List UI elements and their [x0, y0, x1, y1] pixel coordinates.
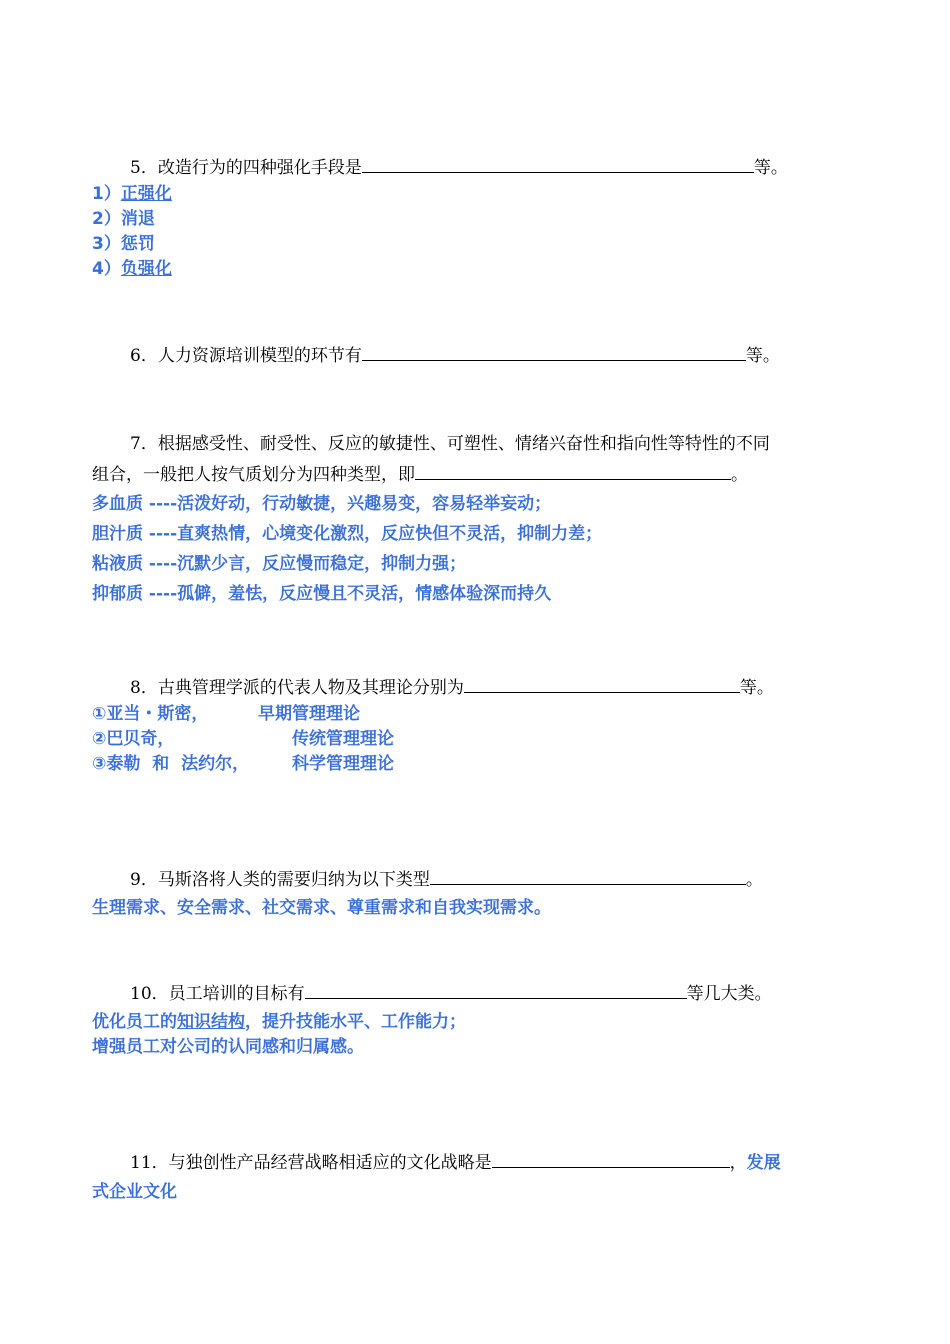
answer-blank [362, 340, 746, 361]
list-item: ③泰勒 和 法约尔， 科学管理理论 [92, 754, 394, 774]
answer-11a: 发展 [746, 1153, 781, 1173]
answer-blank [415, 459, 731, 480]
answer-link[interactable]: 负强化 [120, 259, 172, 279]
question-5: 5．改造行为的四种强化手段是 等。 [92, 152, 788, 183]
list-item: 粘液质 ----沉默少言，反应慢而稳定，抑制力强； [92, 554, 467, 574]
question-5-text: 5．改造行为的四种强化手段是 [130, 158, 362, 178]
list-item: ①亚当・斯密， 早期管理理论 [92, 704, 360, 724]
answer-8 [92, 702, 394, 777]
answer-5 [92, 182, 172, 282]
list-item: 多血质 ----活泼好动，行动敏捷，兴趣易变，容易轻举妄动； [92, 494, 552, 514]
question-7-text: 7．根据感受性、耐受性、反应的敏捷性、可塑性、情绪兴奋性和指向性等特性的不同 [130, 434, 770, 454]
question-11-text: 11．与独创性产品经营战略相适应的文化战略是 [130, 1153, 492, 1173]
answer-blank [492, 1147, 730, 1168]
question-7: 7．根据感受性、耐受性、反应的敏捷性、可塑性、情绪兴奋性和指向性等特性的不同 组合，一般把人按气质划分为四种类型，即 。 [92, 429, 770, 490]
question-6: 6．人力资源培训模型的环节有 等。 [92, 340, 780, 371]
answer-9: 生理需求、安全需求、社交需求、尊重需求和自我实现需求。 [92, 898, 551, 918]
question-11: 11．与独创性产品经营战略相适应的文化战略是 ，发展 [92, 1147, 781, 1178]
question-10: 10．员工培训的目标有 等几大类。 [92, 978, 772, 1009]
question-10-text: 10．员工培训的目标有 [130, 984, 305, 1004]
answer-10: 优化员工的知识结构，提升技能水平、工作能力； 增强员工对公司的认同感和归属感。 [92, 1012, 466, 1057]
question-8: 8．古典管理学派的代表人物及其理论分别为 等。 [92, 672, 774, 703]
list-item: 3）惩罚 [92, 234, 155, 254]
list-item: 2）消退 [92, 209, 155, 229]
answer-blank [362, 152, 754, 173]
answer-11: 式企业文化 [92, 1182, 177, 1202]
answer-blank [430, 864, 746, 885]
question-9-text: 9．马斯洛将人类的需要归纳为以下类型 [130, 870, 430, 890]
list-item: 抑郁质 ----孤僻，羞怯，反应慢且不灵活，情感体验深而持久 [92, 584, 552, 604]
list-item: 胆汁质 ----直爽热情，心境变化激烈，反应快但不灵活，抑制力差； [92, 524, 603, 544]
question-9: 9．马斯洛将人类的需要归纳为以下类型 。 [92, 864, 763, 895]
answer-blank [305, 978, 687, 999]
answer-link[interactable]: 正强化 [120, 184, 172, 204]
answer-blank [464, 672, 740, 693]
answer-7 [92, 489, 602, 609]
question-6-text: 6．人力资源培训模型的环节有 [130, 346, 362, 366]
list-item: ②巴贝奇， 传统管理理论 [92, 729, 394, 749]
knowledge-structure-link[interactable]: 知识结构 [177, 1012, 245, 1032]
question-8-text: 8．古典管理学派的代表人物及其理论分别为 [130, 678, 464, 698]
list-item: 4）负强化 [92, 259, 172, 279]
list-item: 1）正强化 [92, 184, 172, 204]
